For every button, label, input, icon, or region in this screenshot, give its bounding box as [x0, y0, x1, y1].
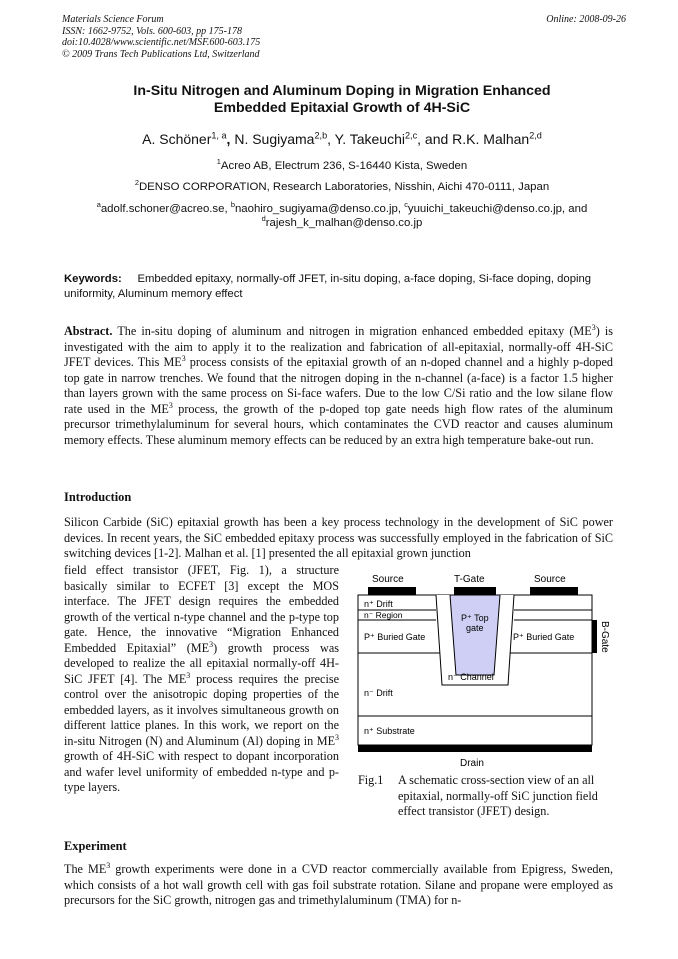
- email-c: yuuichi_takeuchi@denso.co.jp,: [407, 203, 566, 215]
- paper-title: [60, 83, 624, 117]
- experiment-text-2: growth experiments were done in a CVD reactor commercially available from Epigress, Sweden, which consists of a hot wall growth cell with gas foil substrate rotation. Silane and propane were employed as precursors for the SiC growth, nitrogen gas and trimethylaluminum (TMA) for n-: [64, 862, 614, 907]
- top-gate-region: [450, 595, 500, 675]
- aff1-text: Acreo AB, Electrum 236, S-16440 Kista, Sweden: [220, 160, 468, 172]
- aff2-sup: 2: [134, 178, 139, 188]
- intro-narrow-column: [64, 563, 339, 796]
- jfet-cross-section-figure: [350, 567, 614, 772]
- email-a: adolf.schoner@acreo.se,: [100, 203, 228, 215]
- n-drift-top-label: n⁺ Drift: [364, 599, 393, 609]
- email-c-sup: c: [404, 200, 408, 210]
- me3-sup: 3: [186, 670, 191, 680]
- author-1-sup: 1, a: [211, 130, 227, 141]
- abstract: [64, 324, 613, 448]
- intro-text-3: process requires the precise control over the anisotropic doping properties of the embedded layers, as it involves simultaneous growth on different lattice planes. In this work, we report on the in-situ Nitrogen (N) and Aluminum (Al) doping in ME: [64, 671, 340, 748]
- email-and: and: [568, 203, 588, 215]
- journal-name: Materials Science Forum: [62, 14, 164, 25]
- author-list: A. Schöner$^{1, a}$, N. Sugiyama$^{2,b}$, Y. Takeuchi$^{2,c}$, and R.K. Malhan$^{2,d}$: [142, 130, 542, 147]
- p-top-gate-label-2: gate: [466, 623, 484, 633]
- author-2: N. Sugiyama: [234, 131, 315, 147]
- author-4-sup: 2,d: [529, 130, 542, 141]
- abstract-label: Abstract.: [64, 324, 113, 338]
- experiment-paragraph: [64, 862, 613, 909]
- source-right-label: Source: [534, 574, 566, 585]
- source-left-label: Source: [372, 574, 404, 585]
- title-line-1: In-Situ Nitrogen and Aluminum Doping in Migration Enhanced: [133, 83, 551, 99]
- email-list: [60, 202, 624, 230]
- email-b: naohiro_sugiyama@denso.co.jp,: [234, 203, 402, 215]
- n-substrate-label: n⁺ Substrate: [364, 726, 415, 736]
- intro-text-2: ) growth process was developed to realize the all epitaxial normally-off 4H-SiC JFET [4]. The ME: [64, 640, 339, 686]
- abstract-text-1: The in-situ doping of aluminum and nitrogen in migration enhanced embedded epitaxy (ME: [117, 324, 592, 338]
- abstract-text-3: process consists of the epitaxial growth of an n-doped channel and a highly p-doped top gate in narrow trenches. We found that the nitrogen doping in the n-channel (a-face) is a factor 1.5 higher than layers grown with the same process on Si-face wafers. Due to the low C/Si ratio and the low silane flow rate used in the ME: [64, 355, 613, 416]
- me3-sup: 3: [209, 639, 214, 649]
- t-gate-label: T-Gate: [454, 574, 485, 585]
- intro-paragraph: Silicon Carbide (SiC) epitaxial growth has been a key process technology in the development of SiC power devices. In recent years, the SiC embedded epitaxy process was successfully employed in the fabrication of SiC switching devices [1-2]. Malhan et al. [1] presented the all epitaxial grown junction: [64, 515, 613, 560]
- doi-line: doi:10.4028/www.scientific.net/MSF.600-603.175: [62, 37, 261, 49]
- email-d: rajesh_k_malhan@denso.co.jp: [265, 217, 423, 229]
- b-gate-contact: [592, 620, 597, 653]
- p-top-gate-label-1: P⁺ Top: [461, 613, 489, 623]
- n-drift-label: n⁻ Drift: [364, 688, 393, 698]
- caption-label: Fig.1: [358, 773, 384, 787]
- n-region-label: n⁻ Region: [364, 610, 403, 620]
- author-4: R.K. Malhan: [452, 131, 530, 147]
- p-buried-gate-left-label: P⁺ Buried Gate: [364, 632, 426, 642]
- email-a-sup: a: [96, 200, 101, 210]
- experiment-text-1: The ME: [64, 862, 107, 876]
- me3-sup: 3: [168, 400, 173, 410]
- me3-sup: 3: [106, 860, 111, 870]
- aff2-text: DENSO CORPORATION, Research Laboratories, Nisshin, Aichi 470-0111, Japan: [138, 181, 550, 193]
- b-gate-label: B-Gate: [599, 621, 610, 653]
- experiment-heading: Experiment: [64, 839, 127, 853]
- source-left-contact: [368, 587, 416, 595]
- t-gate-contact: [454, 587, 496, 595]
- email-b-sup: b: [230, 200, 235, 210]
- keywords-label: Keywords:: [64, 273, 122, 285]
- intro-text-1: field effect transistor (JFET, Fig. 1), a structure basically similar to ECFET [3] except the MOS interface. The JFET design requires the embedded growth of the vertical n-type channel and the p-type top gate. Hence, the innovative “Migration Enhanced Embedded Epitaxial” (ME: [64, 563, 339, 655]
- drain-label: Drain: [460, 758, 484, 769]
- author-2-sup: 2,b: [314, 130, 328, 141]
- email-d-sup: d: [261, 214, 266, 224]
- online-date: Online: 2008-09-26: [546, 14, 626, 25]
- me3-sup: 3: [181, 353, 186, 363]
- abstract-text-2: ) is investigated with the aim to apply it to the realization and fabrication of all-epitaxial, normally-off 4H-SiC JFET devices. This ME: [64, 324, 613, 369]
- keywords: [64, 272, 616, 302]
- abstract-text-4: process, the growth of the p-doped top gate needs high flow rates of the aluminum precursor trimethylaluminum for several hours, which contaminates the CVD reactor and causes aluminum memory effects. These aluminum memory effects can be reduced by an extra high temperature bake-out run.: [64, 401, 613, 447]
- source-right-contact: [530, 587, 578, 595]
- aff1-sup: 1: [216, 157, 221, 167]
- author-3-sup: 2,c: [405, 130, 418, 141]
- keywords-text: Embedded epitaxy, normally-off JFET, in-situ doping, a-face doping, Si-face doping, doping uniformity, Aluminum memory effect: [64, 273, 592, 300]
- affiliation-1: [60, 159, 624, 173]
- author-3: Y. Takeuchi: [334, 131, 405, 147]
- me3-sup: 3: [591, 322, 596, 332]
- title-line-2: Embedded Epitaxial Growth of 4H-SiC: [213, 100, 471, 116]
- affiliation-2: [60, 180, 624, 194]
- author-and: and: [424, 131, 449, 147]
- drain-contact: [358, 745, 592, 752]
- me3-sup: 3: [335, 732, 339, 742]
- author-1: A. Schöner: [142, 131, 212, 147]
- p-buried-gate-right-label: P⁺ Buried Gate: [513, 632, 575, 642]
- intro-heading: Introduction: [64, 490, 132, 504]
- issn-line: ISSN: 1662-9752, Vols. 600-603, pp 175-178: [62, 25, 242, 37]
- running-header: [62, 14, 260, 60]
- n-channel-label: n⁻ Channel: [448, 672, 494, 682]
- copyright-line: © 2009 Trans Tech Publications Ltd, Switzerland: [62, 48, 260, 60]
- intro-text-4: growth of 4H-SiC with respect to dopant incorporation and wafer level uniformity of embedded n-type and p-type layers.: [64, 749, 339, 794]
- caption-text: A schematic cross-section view of an all epitaxial, normally-off SiC junction field effect transistor (JFET) design.: [398, 773, 598, 818]
